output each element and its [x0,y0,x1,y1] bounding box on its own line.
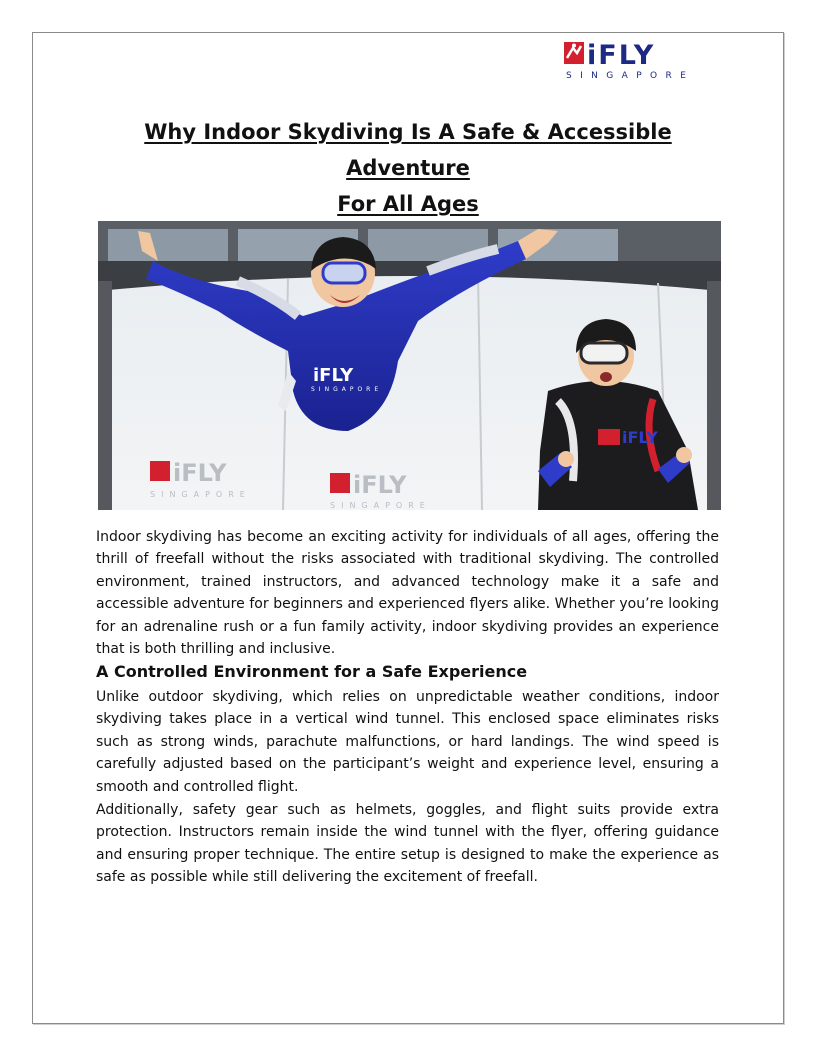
page-title [96,114,720,222]
svg-text:iFLY: iFLY [313,365,354,386]
svg-text:SINGAPORE: SINGAPORE [311,386,383,393]
logo-location-text: SINGAPORE [566,71,693,81]
section-heading: A Controlled Environment for a Safe Experience [96,662,528,681]
section-paragraph-1: Unlike outdoor skydiving, which relies on unpredictable weather conditions, indoor skydiving takes place in a vertical wind tunnel. This enclosed space eliminates risks such as strong winds, parachute malfunctions, or hard landings. The wind speed is carefully adjusted based on the participant’s weight and experience level, ensuring a smooth and controlled flight. [96,689,719,795]
title-line-1: Why Indoor Skydiving Is A Safe & Accessible Adventure [144,120,672,180]
hero-photo [98,221,721,510]
svg-text:SINGAPORE: SINGAPORE [330,501,431,510]
svg-text:SINGAPORE: SINGAPORE [150,490,251,499]
ifly-singapore-logo [563,40,693,82]
title-line-2: For All Ages [337,192,479,216]
section-paragraph-2: Additionally, safety gear such as helmets, goggles, and flight suits provide extra protection. Instructors remain inside the wind tunnel with the flyer, offering guidance and ensuring proper technique. The entire setup is designed to make the experience as safe as possible while still delivering the excitement of freefall. [96,802,719,886]
intro-paragraph: Indoor skydiving has become an exciting activity for individuals of all ages, offering the thrill of freefall without the risks associated with traditional skydiving. The controlled environment, trained instructors, and advanced technology make it a safe and accessible adventure for beginners and experienced flyers alike. Whether you’re looking for an adrenaline rush or a fun family activity, indoor skydiving provides an experience that is both thrilling and inclusive. [96,529,719,658]
logo-brand-text: iFLY [587,40,656,71]
svg-text:iFLY: iFLY [622,428,658,447]
svg-text:iFLY: iFLY [173,459,227,487]
svg-text:iFLY: iFLY [353,471,407,499]
